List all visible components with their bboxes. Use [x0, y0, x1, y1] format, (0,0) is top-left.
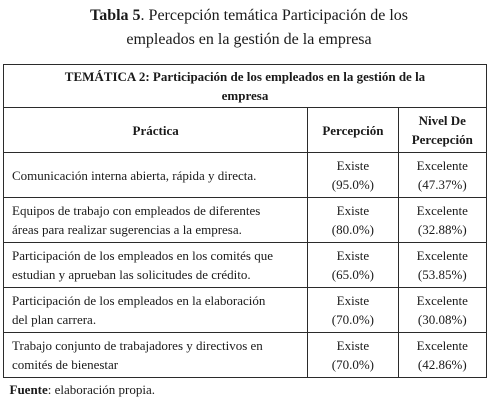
table-row: [4, 288, 487, 333]
practice-text-line1: Participación de los empleados en la elaboración: [12, 293, 266, 308]
level-percent: (32.88%): [417, 222, 467, 237]
level-value: Excelente: [416, 158, 468, 173]
practice-text-line1: Equipos de trabajo con empleados de diferentes: [12, 203, 261, 218]
level-value: Excelente: [416, 203, 468, 218]
footer-row: [4, 378, 487, 402]
level-percent: (42.86%): [417, 357, 467, 372]
practice-text-line2: comités de bienestar: [12, 357, 119, 372]
perception-percent: (80.0%): [331, 222, 375, 237]
column-header-row: [4, 108, 487, 153]
level-cell: [398, 153, 486, 198]
practice-text-line1: Trabajo conjunto de trabajadores y directivos en: [12, 338, 263, 353]
caption-line-1: [0, 4, 498, 28]
practice-cell: [4, 243, 308, 288]
practice-text-line2: del plan carrera.: [12, 312, 97, 327]
practice-text-line2: estudian y aprueban las solicitudes de crédito.: [12, 267, 251, 282]
caption-label: Tabla 5: [90, 7, 141, 24]
level-cell: [398, 333, 486, 378]
level-cell: [398, 288, 486, 333]
perception-cell: [308, 153, 398, 198]
level-percent: (30.08%): [417, 312, 467, 327]
perception-percent: (95.0%): [331, 177, 375, 192]
level-percent: (53.85%): [417, 267, 467, 282]
practice-cell: [4, 288, 308, 333]
practice-cell: [4, 333, 308, 378]
perception-percent: (70.0%): [331, 357, 375, 372]
table-row: [4, 243, 487, 288]
theme-heading-line2: empresa: [221, 88, 269, 103]
header-practice: Práctica: [4, 108, 308, 153]
header-level-line1: Nivel De: [418, 113, 466, 128]
header-level: [398, 108, 486, 153]
perception-value: Existe: [336, 158, 370, 173]
perception-cell: [308, 243, 398, 288]
perception-table: [3, 64, 487, 401]
theme-row: [4, 65, 487, 108]
level-value: Excelente: [416, 248, 468, 263]
header-perception: Percepción: [308, 108, 398, 153]
caption-title-part1: . Percepción temática Participación de los: [140, 7, 408, 24]
practice-text-line1: Comunicación interna abierta, rápida y directa.: [12, 167, 257, 183]
source-text: : elaboración propia.: [47, 382, 155, 397]
practice-text-line2: áreas para realizar sugerencias a la empresa.: [12, 222, 242, 237]
perception-value: Existe: [336, 248, 370, 263]
table-row: [4, 333, 487, 378]
perception-percent: (70.0%): [331, 312, 375, 327]
source-label: Fuente: [9, 382, 48, 397]
table-row: [4, 153, 487, 198]
practice-text-line1: Participación de los empleados en los comités que: [12, 248, 274, 263]
source-note: [4, 378, 487, 402]
level-value: Excelente: [416, 293, 468, 308]
perception-value: Existe: [336, 338, 370, 353]
level-percent: (47.37%): [417, 177, 467, 192]
level-cell: [398, 198, 486, 243]
table-caption: [0, 4, 498, 52]
theme-heading: [4, 65, 487, 108]
perception-value: Existe: [336, 293, 370, 308]
perception-cell: [308, 333, 398, 378]
table-row: [4, 198, 487, 243]
practice-cell: [4, 153, 308, 198]
caption-title-part2: empleados en la gestión de la empresa: [126, 31, 372, 48]
level-value: Excelente: [416, 338, 468, 353]
level-cell: [398, 243, 486, 288]
practice-cell: [4, 198, 308, 243]
header-level-line2: Percepción: [411, 132, 473, 147]
perception-cell: [308, 198, 398, 243]
perception-cell: [308, 288, 398, 333]
theme-heading-line1: TEMÁTICA 2: Participación de los empleados en la gestión de la: [64, 69, 426, 84]
perception-value: Existe: [336, 203, 370, 218]
perception-percent: (65.0%): [331, 267, 375, 282]
